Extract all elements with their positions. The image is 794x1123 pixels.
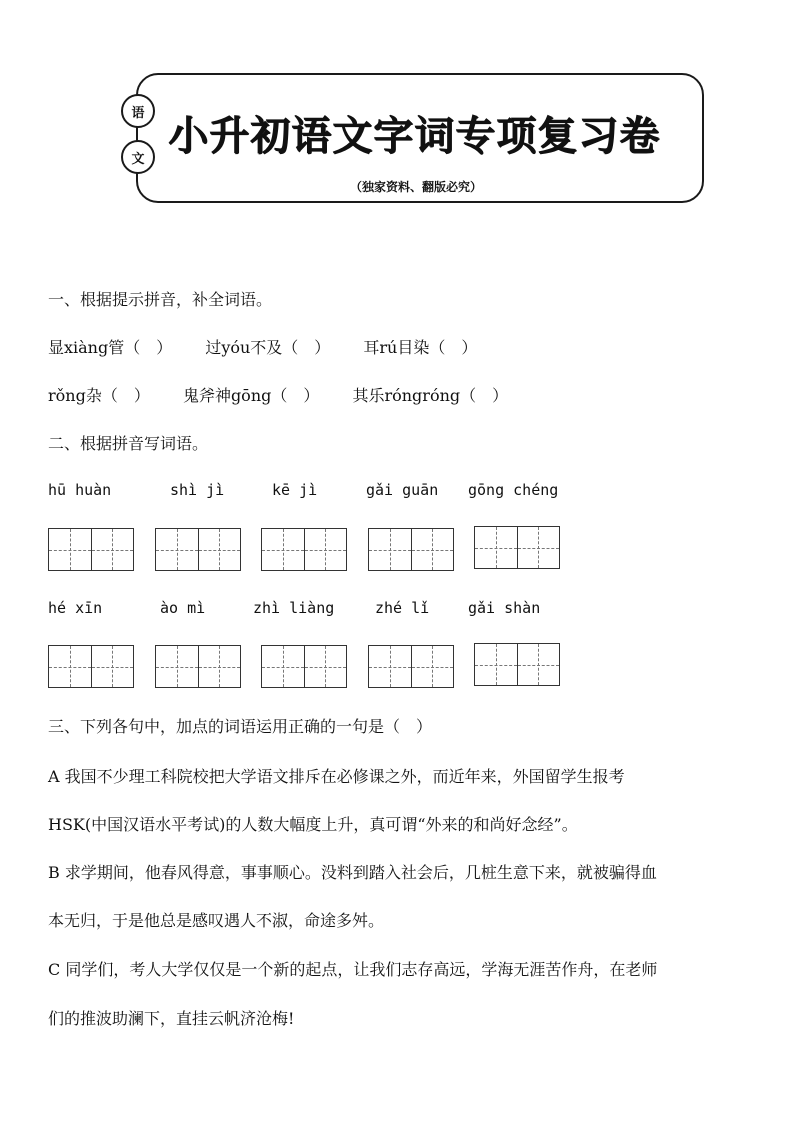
option-a-line2: HSK(中国汉语水平考试)的人数大幅度上升，真可谓“外来的和尚好念经”。 xyxy=(48,815,578,834)
writing-grid[interactable] xyxy=(48,645,134,688)
page-subtitle: （独家资料、翻版必究） xyxy=(350,180,483,194)
writing-grid[interactable] xyxy=(261,645,347,688)
pinyin-label: shì jì xyxy=(170,481,225,499)
question-item: 其乐róngróng（ ） xyxy=(352,386,509,405)
question-item: 显xiàng管（ ） xyxy=(48,338,173,357)
writing-grid[interactable] xyxy=(368,645,454,688)
pinyin-label: hū huàn xyxy=(48,481,112,499)
subject-badge-bottom: 文 xyxy=(121,140,155,174)
option-a-line1: A 我国不少理工科院校把大学语文排斥在必修课之外，而近年来，外国留学生报考 xyxy=(48,767,625,786)
pinyin-label: gǎi shàn xyxy=(468,599,541,617)
question-item: 鬼斧神gōng（ ） xyxy=(182,386,320,405)
writing-grid[interactable] xyxy=(261,528,347,571)
pinyin-label: hé xīn xyxy=(48,599,103,617)
writing-grid[interactable] xyxy=(368,528,454,571)
writing-grid[interactable] xyxy=(155,645,241,688)
writing-grid[interactable] xyxy=(474,526,560,569)
question-item: 耳rú目染（ ） xyxy=(363,338,478,357)
writing-grid[interactable] xyxy=(474,643,560,686)
section1-row2 xyxy=(48,383,536,406)
question-item: rǒng杂（ ） xyxy=(48,386,150,405)
section2-heading: 二、根据拼音写词语。 xyxy=(48,434,209,453)
pinyin-label: zhì liàng xyxy=(253,599,335,617)
pinyin-label: zhé lǐ xyxy=(375,599,430,617)
writing-grid[interactable] xyxy=(155,528,241,571)
option-c-line1: C 同学们，考人大学仅仅是一个新的起点，让我们志存高远，学海无涯苦作舟，在老师 xyxy=(48,960,658,979)
option-b-line2: 本无归，于是他总是感叹遇人不淑，命途多舛。 xyxy=(48,911,385,930)
page-title: 小升初语文字词专项复习卷 xyxy=(168,113,660,159)
pinyin-label: kē jì xyxy=(272,481,318,499)
pinyin-label: gōng chéng xyxy=(468,481,559,499)
question-item: 过yóu不及（ ） xyxy=(205,338,331,357)
subject-badge-top: 语 xyxy=(121,94,155,128)
option-c-line2: 们的推波助澜下，直挂云帆济沧梅! xyxy=(48,1009,295,1028)
option-b-line1: B 求学期间，他春风得意，事事顺心。没料到踏入社会后，几桩生意下来，就被骗得血 xyxy=(48,863,657,882)
section1-heading: 一、根据提示拼音，补全词语。 xyxy=(48,290,273,309)
section3-heading: 三、下列各句中，加点的词语运用正确的一句是（ ） xyxy=(48,717,433,736)
pinyin-label: ào mì xyxy=(160,599,206,617)
writing-grid[interactable] xyxy=(48,528,134,571)
section1-row1 xyxy=(48,335,505,358)
pinyin-label: gǎi guān xyxy=(366,481,439,499)
